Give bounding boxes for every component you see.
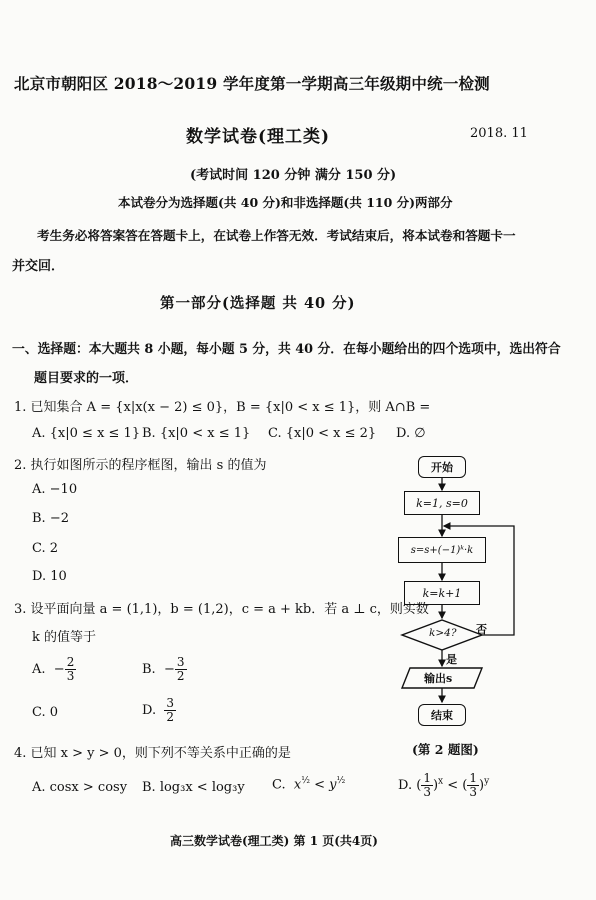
part1-heading: 第一部分(选择题 共 40 分) [160,295,356,312]
q1-option-b: B. {x|0 < x ≤ 1} [142,426,251,441]
flowchart-caption: (第 2 题图) [412,742,479,757]
q3-stem-1: 3. 设平面向量 a = (1,1)，b = (1,2)，c = a + kb．若 a ⊥ c，则实数 [14,602,429,617]
exam-title: 北京市朝阳区 2018～2019 学年度第一学期高三年级期中统一检测 [14,74,490,93]
notice-line-1: 考生务必将答案答在答题卡上，在试卷上作答无效．考试结束后，将本试卷和答题卡一 [37,228,516,243]
q1-option-a: A. {x|0 ≤ x ≤ 1} [32,426,141,441]
flowchart-output: 输出s [424,672,453,685]
flowchart-yes-label: 是 [446,653,457,666]
flowchart-init: k=1, s=0 [404,491,480,515]
flowchart-update-k: k=k+1 [404,581,480,605]
composition-note: 本试卷分为选择题(共 40 分)和非选择题(共 110 分)两部分 [118,195,453,210]
notice-line-2: 并交回． [12,259,65,274]
q3-option-c: C. 0 [32,705,59,720]
q3-option-d: D. $\frac{3}{2}$ [142,696,174,724]
q3-option-a: A. − $\frac{2}{3}$ [32,655,75,683]
part1-instruction-1: 一、选择题：本大题共 8 小题，每小题 5 分，共 40 分．在每小题给出的四个选项中，选出符合 [12,342,561,357]
q3-option-b: B. − $\frac{3}{2}$ [142,655,185,683]
q4-option-a: A. cosx > cosy [32,780,128,795]
q2-option-c: C. 2 [32,541,59,556]
q2-stem: 2. 执行如图所示的程序框图，输出 s 的值为 [14,458,267,473]
flowchart-no-label: 否 [476,623,487,636]
q4-stem: 4. 已知 x > y > 0，则下列不等关系中正确的是 [14,746,291,761]
exam-info: (考试时间 120 分钟 满分 150 分) [190,168,397,183]
subject-title: 数学试卷(理工类) [186,127,331,147]
q1-option-c: C. {x|0 < x ≤ 2} [268,426,377,441]
flowchart-start: 开始 [418,456,466,478]
q1-option-d: D. ∅ [396,426,426,441]
q2-option-a: A. −10 [32,482,78,497]
flowchart-update-s: s=s+(−1)ᵏ·k [398,537,486,563]
exam-date: 2018. 11 [470,126,528,141]
q2-option-d: D. 10 [32,569,67,584]
page-footer: 高三数学试卷(理工类) 第 1 页(共4页) [170,834,378,848]
q3-stem-2: k 的值等于 [32,630,97,645]
flowchart-condition: k>4? [429,627,457,639]
q4-option-b: B. log₃x < log₃y [142,780,245,795]
q4-option-d: D. ( $\frac{1}{3}$ )$^x$ < ( $\frac{1}{3}$ )$^y$ [398,771,490,799]
q2-option-b: B. −2 [32,511,69,526]
flowchart-end: 结束 [418,704,466,726]
q1-stem: 1. 已知集合 A = {x|x(x − 2) ≤ 0}，B = {x|0 < x ≤ 1}，则 A∩B = [14,400,431,415]
q4-option-c: C. $x^{\frac{1}{2}} < y^{\frac{1}{2}}$ [272,776,346,793]
part1-instruction-2: 题目要求的一项． [34,371,139,386]
